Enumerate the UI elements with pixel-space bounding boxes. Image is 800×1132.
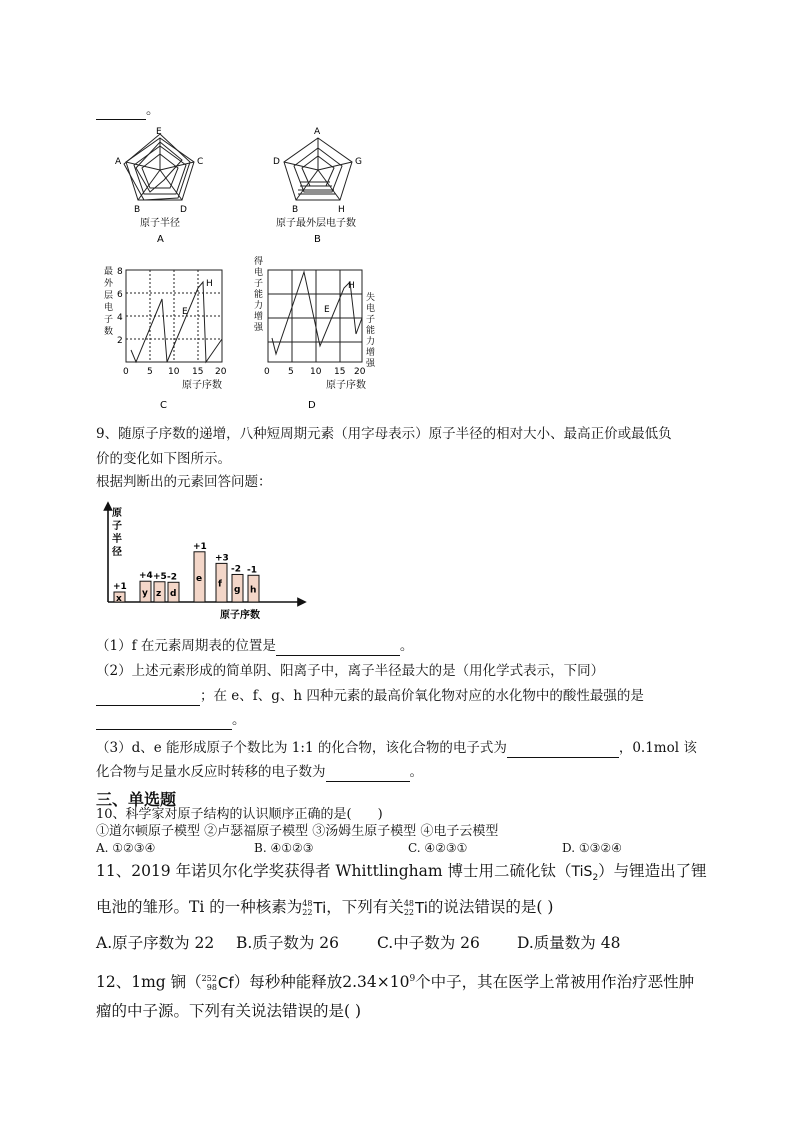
x-axis-label: 原子序数 <box>326 380 366 391</box>
option-a[interactable]: A.原子序数为 22 <box>96 934 215 952</box>
q9-sub3-line1: （3）d、e 能形成原子个数比为 1:1 的化合物，该化合物的电子式为 ，0.1mol 该 <box>96 740 697 756</box>
chart-ylabel-char: 子 <box>112 521 122 532</box>
valence-label: -2 <box>167 572 177 583</box>
q12-line1: 12、1mg 锎（ 252 98 Cf ）每秒种能释放$2.34\times 10^9$个中子，其在医学上常被用作治疗恶性肿 <box>96 973 695 993</box>
point-label: H <box>206 279 213 289</box>
q9-line3: 根据判断出的元素回答问题： <box>96 474 272 490</box>
y-axis-label-left <box>254 256 266 333</box>
y-axis-label-char: 增 <box>254 312 264 322</box>
q9-sub1: （1）f 在元素周期表的位置是 。 <box>96 638 414 654</box>
cf-nuclide: 252 98 Cf <box>201 974 234 993</box>
x-tick-label: 15 <box>334 367 346 377</box>
y-axis-label-char: 子 <box>104 315 114 325</box>
vertex-label: G <box>355 157 362 167</box>
y-axis-label-char: 电 <box>254 268 264 278</box>
y-axis-label-char: 强 <box>366 359 376 369</box>
x-tick-label: 0 <box>264 367 270 377</box>
bar-label: f <box>218 579 222 590</box>
y-axis-label-char: 层 <box>104 291 114 301</box>
figure-caption: 原子最外层电子数 <box>276 218 356 229</box>
y-tick-label: 6 <box>117 290 123 300</box>
chart-ylabel <box>111 506 125 558</box>
vertex-label: B <box>292 205 299 215</box>
figure-d-graph <box>252 254 382 412</box>
ti-nuclide: 48 22 Ti <box>403 899 428 917</box>
y-axis-label-char: 增 <box>366 348 376 358</box>
figure-caption: 原子半径 <box>140 218 180 229</box>
y-axis-label-char: 电 <box>104 303 114 313</box>
q9-sub2-line1: （2）上述元素形成的简单阴、阳离子中，离子半径最大的是（用化学式表示，下同） <box>96 663 605 679</box>
option-b[interactable]: B.质子数为 26 <box>236 934 339 952</box>
top-answer-line: 。 <box>96 100 160 120</box>
chart-ylabel-char: 半 <box>112 534 122 545</box>
q10-items: ①道尔顿原子模型 ②卢瑟福原子模型 ③汤姆生原子模型 ④电子云模型 <box>96 824 499 839</box>
section-title: 三、单选题 <box>96 790 177 809</box>
answer-blank[interactable] <box>326 766 410 782</box>
q12-line2: 瘤的中子源。下列有关说法错误的是( ) <box>96 1002 362 1020</box>
x-tick-label: 0 <box>123 367 129 377</box>
chart-ylabel-char: 径 <box>112 547 122 558</box>
q10-stem: 10、科学家对原子结构的认识顺序正确的是( ) <box>96 807 383 822</box>
option-d[interactable]: D. ①③②④ <box>562 841 622 855</box>
vertex-label: E <box>156 127 162 137</box>
figure-letter: D <box>308 400 316 411</box>
x-tick-label: 5 <box>147 367 153 377</box>
y-axis-label-char: 失 <box>366 293 376 303</box>
vertex-label: A <box>314 127 321 137</box>
vertex-label: D <box>273 157 280 167</box>
y-axis-label-char: 数 <box>104 327 114 337</box>
valence-label: +3 <box>215 553 229 564</box>
x-tick-label: 20 <box>354 367 366 377</box>
y-tick-label: 8 <box>117 267 123 277</box>
point-label: H <box>348 281 355 291</box>
figure-a-radar <box>112 120 212 245</box>
bar-label: x <box>116 594 122 605</box>
y-axis-label-char: 子 <box>366 315 376 325</box>
q11-line2: 电池的雏形。Ti 的一种核素为 48 22 Ti ，下列有关 48 22 Ti 的说法错误的是( ) <box>96 898 554 917</box>
valence-label: -1 <box>247 565 257 576</box>
y-axis-label-char: 最 <box>104 267 114 277</box>
chart-ylabel-char: 原 <box>112 508 122 519</box>
x-axis-label: 原子序数 <box>182 380 222 391</box>
x-tick-label: 10 <box>310 367 322 377</box>
y-axis-label-right <box>366 291 378 369</box>
vertex-label: H <box>338 205 345 215</box>
bar-label: g <box>234 585 241 596</box>
option-b[interactable]: B. ④①②③ <box>254 841 314 855</box>
valence-label: +1 <box>113 582 127 593</box>
valence-label: -2 <box>231 564 241 575</box>
y-axis-label-char: 力 <box>366 337 376 347</box>
y-axis-label-char: 强 <box>254 323 264 333</box>
y-axis-label-char: 力 <box>254 301 264 311</box>
option-d[interactable]: D.质量数为 48 <box>517 934 621 952</box>
option-a[interactable]: A. ①②③④ <box>96 841 156 855</box>
y-axis-label-char: 子 <box>254 279 264 289</box>
x-tick-label: 15 <box>192 367 204 377</box>
vertex-label: A <box>115 157 122 167</box>
tis2-formula: TiS$_2$ <box>571 864 599 883</box>
q9-sub2-line3: 。 <box>96 710 246 730</box>
answer-blank[interactable] <box>96 690 200 706</box>
point-label: E <box>324 305 330 315</box>
y-axis-label-char: 得 <box>254 257 264 267</box>
y-axis-label-char: 能 <box>254 290 264 300</box>
valence-label: +5 <box>153 571 167 582</box>
q9-sub2-line2: ；在 e、f、g、h 四种元素的最高价氧化物对应的水化物中的酸性最强的是 <box>96 686 644 706</box>
x-tick-label: 10 <box>168 367 180 377</box>
option-c[interactable]: C. ④②③① <box>408 841 468 855</box>
chart-xlabel: 原子序数 <box>220 610 260 621</box>
y-tick-label: 2 <box>117 336 123 346</box>
answer-blank[interactable] <box>96 714 232 730</box>
vertex-label: D <box>180 205 187 215</box>
option-c[interactable]: C.中子数为 26 <box>377 934 480 952</box>
q9-sub3-line2: 化合物与足量水反应时转移的电子数为 。 <box>96 764 423 780</box>
vertex-label: C <box>197 157 204 167</box>
bar-label: e <box>196 573 203 584</box>
ti-nuclide: 48 22 Ti <box>302 899 327 917</box>
bar-label: h <box>250 585 257 596</box>
bar-label: d <box>170 589 177 600</box>
vertex-label: B <box>134 205 141 215</box>
figure-letter: B <box>314 234 321 245</box>
y-axis-label-char: 电 <box>366 304 376 314</box>
q9-line1: 9、随原子序数的递增，八种短周期元素（用字母表示）原子半径的相对大小、最高正价或最低负 <box>96 426 672 442</box>
answer-blank[interactable] <box>507 742 619 758</box>
valence-label: +1 <box>193 541 207 552</box>
answer-blank[interactable] <box>276 640 400 656</box>
q9-bar-chart <box>96 500 316 628</box>
q9-line2: 价的变化如下图所示。 <box>96 451 231 467</box>
figure-b-radar <box>270 120 380 245</box>
y-axis-label <box>104 266 116 337</box>
bar-label: z <box>156 588 162 599</box>
x-tick-label: 20 <box>215 367 227 377</box>
figure-c-graph <box>100 262 230 412</box>
figure-letter: A <box>157 234 164 245</box>
answer-blank[interactable] <box>96 104 146 120</box>
x-tick-label: 5 <box>288 367 294 377</box>
valence-label: +4 <box>139 571 153 582</box>
figure-letter: C <box>160 400 167 411</box>
bar-label: y <box>142 588 148 599</box>
q11-line1: 11、2019 年诺贝尔化学奖获得者 Whittlingham 博士用二硫化钛（TiS$_2$）与锂造出了锂 <box>96 862 707 883</box>
y-axis-label-char: 能 <box>366 326 376 336</box>
y-axis-label-char: 外 <box>104 279 114 289</box>
y-tick-label: 4 <box>117 313 123 323</box>
point-label: E <box>182 307 188 317</box>
